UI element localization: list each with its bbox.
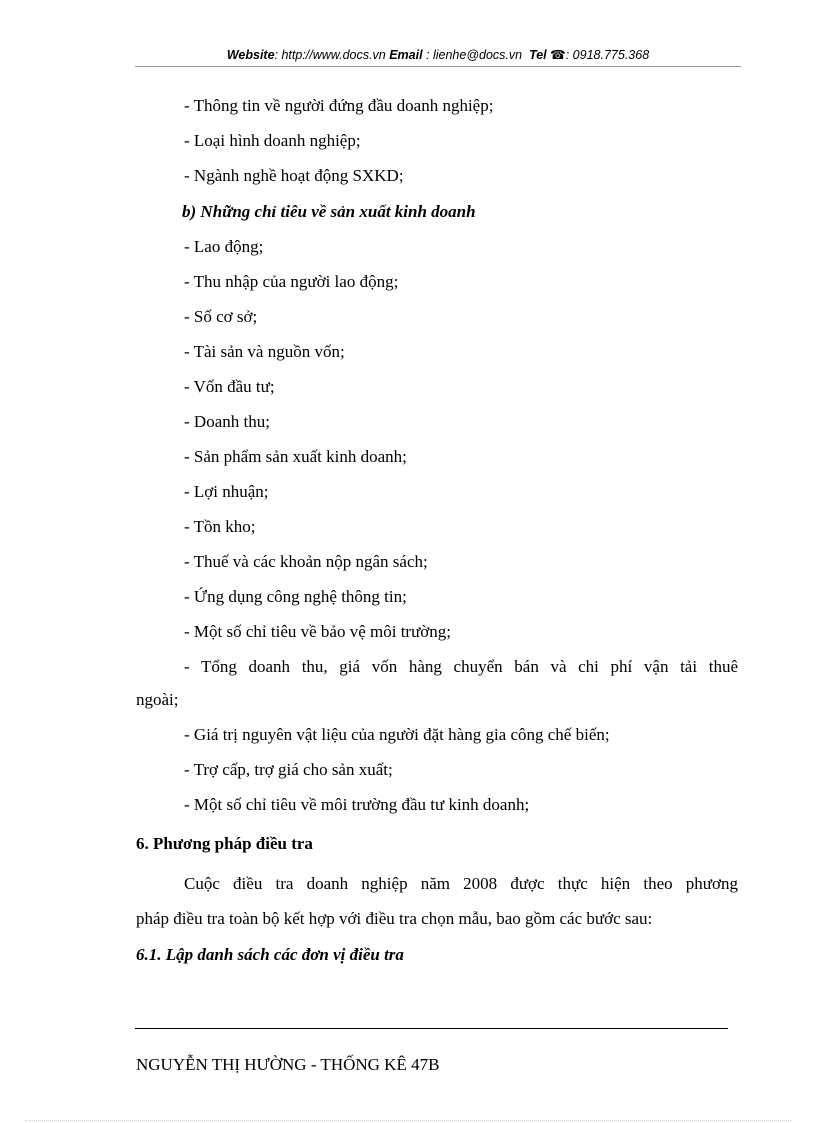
header-divider xyxy=(135,66,741,67)
subheading-b: b) Những chỉ tiêu về sản xuất kinh doanh xyxy=(182,202,476,221)
bullet-item: - Loại hình doanh nghiệp; xyxy=(184,131,361,150)
phone-icon: ☎ xyxy=(550,48,566,62)
email-label: Email xyxy=(389,48,423,62)
footer-author: NGUYỄN THỊ HƯỜNG - THỐNG KÊ 47B xyxy=(136,1055,440,1074)
bullet-item: - Doanh thu; xyxy=(184,412,270,431)
tel-label: Tel xyxy=(529,48,547,62)
section-heading-6-1: 6.1. Lập danh sách các đơn vị điều tra xyxy=(136,945,404,964)
page-header xyxy=(135,47,741,62)
paragraph-6-line-2: pháp điều tra toàn bộ kết hợp với điều tra chọn mẫu, bao gồm các bước sau: xyxy=(136,909,653,928)
bullet-item: - Một số chỉ tiêu về bảo vệ môi trường; xyxy=(184,622,452,641)
bullet-item: - Tồn kho; xyxy=(184,517,256,536)
bullet-item: - Thu nhập của người lao động; xyxy=(184,272,399,291)
bullet-item: - Lợi nhuận; xyxy=(184,482,269,501)
bullet-item: - Tài sản và nguồn vốn; xyxy=(184,342,345,361)
section-heading-6: 6. Phương pháp điều tra xyxy=(136,834,313,853)
email-value: : lienhe@docs.vn xyxy=(426,48,523,62)
website-value: : http://www.docs.vn xyxy=(274,48,386,62)
tel-value: : 0918.775.368 xyxy=(565,48,650,62)
bullet-item: - Thông tin về người đứng đầu doanh nghiệp; xyxy=(184,96,494,115)
paragraph-6-line-1: Cuộc điều tra doanh nghiệp năm 2008 được thực hiện theo phương xyxy=(184,874,738,893)
bullet-item-wrapped-line-1: - Tổng doanh thu, giá vốn hàng chuyển bán và chi phí vận tải thuê xyxy=(184,657,738,676)
bullet-item: - Sản phẩm sản xuất kinh doanh; xyxy=(184,447,407,466)
bullet-item: - Một số chỉ tiêu về môi trường đầu tư kinh doanh; xyxy=(184,795,530,814)
bullet-item: - Ngành nghề hoạt động SXKD; xyxy=(184,166,404,185)
bullet-item: - Trợ cấp, trợ giá cho sản xuất; xyxy=(184,760,393,779)
bullet-item: - Thuế và các khoản nộp ngân sách; xyxy=(184,552,428,571)
bullet-item: - Số cơ sở; xyxy=(184,307,258,326)
bullet-item-wrapped-line-2: ngoài; xyxy=(136,690,179,709)
bullet-item: - Giá trị nguyên vật liệu của người đặt hàng gia công chế biến; xyxy=(184,725,610,744)
bullet-item: - Ứng dụng công nghệ thông tin; xyxy=(184,587,407,606)
page-edge xyxy=(25,1120,791,1121)
website-label: Website xyxy=(226,48,275,62)
footer-divider xyxy=(135,1028,728,1029)
bullet-item: - Lao động; xyxy=(184,237,264,256)
bullet-item: - Vốn đầu tư; xyxy=(184,377,275,396)
